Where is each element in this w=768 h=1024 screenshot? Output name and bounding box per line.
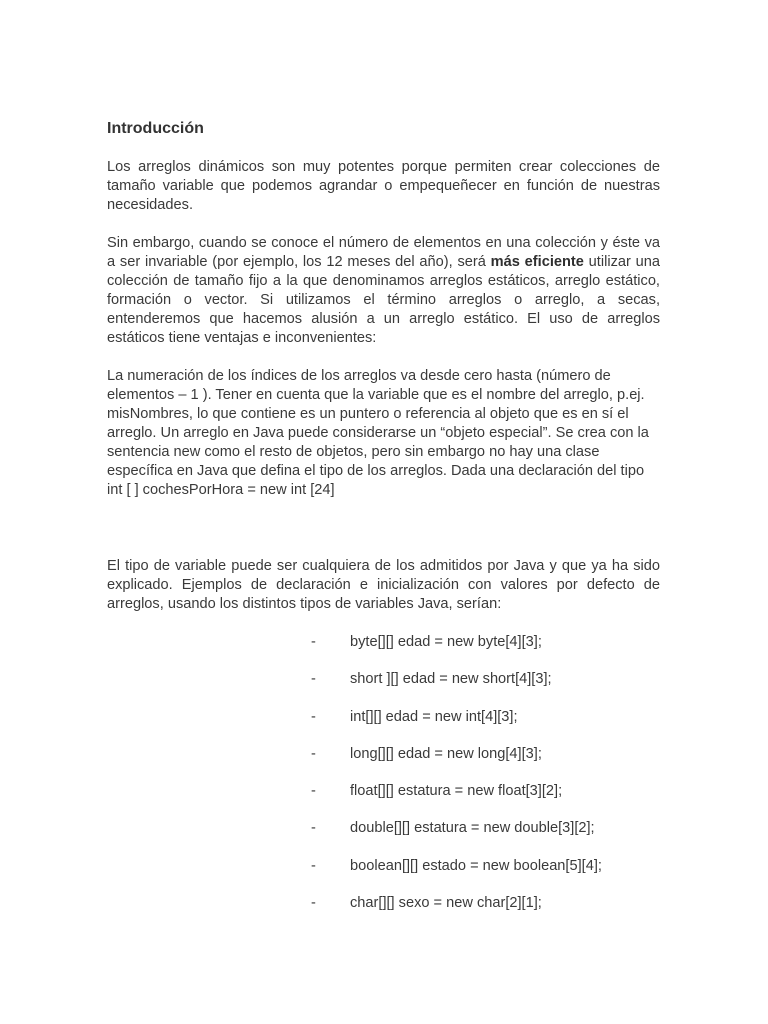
- paragraph-2-text-b: utilizar una colección de tamaño fijo a la que denominamos arreglos estáticos, arreglo estático, formación o vector. Si utilizamos el término arreglos o arreglo, a secas, entenderemos que hacemos alusión a un arreglo estático. El uso de arreglos estáticos tiene ventajas e inconvenientes:: [107, 254, 660, 346]
- declaration-list: [107, 633, 660, 913]
- list-bullet: -: [311, 783, 316, 800]
- declaration-text: byte[][] edad = new byte[4][3];: [350, 634, 542, 650]
- list-bullet: -: [311, 708, 316, 725]
- list-item: [107, 782, 660, 801]
- document-body: [107, 118, 660, 931]
- paragraph-3: La numeración de los índices de los arreglos va desde cero hasta (número de elementos – 1 ). Tener en cuenta que la variable que es el nombre del arreglo, p.ej. misNombres, lo que contiene es un puntero o referencia al objeto que es en sí el arreglo. Un arreglo en Java puede considerarse un “objeto especial”. Se crea con la sentencia new como el resto de objetos, pero sin embargo no hay una clase específica en Java que defina el tipo de los arreglos. Dada una declaración del tipo int [ ] cochesPorHora = new int [24]: [107, 368, 649, 498]
- paragraph-4: El tipo de variable puede ser cualquiera de los admitidos por Java y que ya ha sido explicado. Ejemplos de declaración e inicialización con valores por defecto de arreglos, usando los distintos tipos de variables Java, serían:: [107, 558, 660, 612]
- list-bullet: -: [311, 820, 316, 837]
- paragraph-1: Los arreglos dinámicos son muy potentes porque permiten crear colecciones de tamaño variable que podemos agrandar o empequeñecer en función de nuestras necesidades.: [107, 159, 660, 213]
- paragraph-2-text-a: Sin embargo, cuando se conoce el número de elementos en una colección y éste va a ser invariable (por ejemplo, los 12 meses del año), será: [107, 235, 660, 270]
- list-item: [107, 633, 660, 652]
- list-item: [107, 819, 660, 838]
- list-bullet: -: [311, 671, 316, 688]
- section-title: Introducción: [107, 120, 204, 137]
- paragraph-2-bold: más eficiente: [490, 254, 584, 270]
- paragraph-2: [107, 234, 660, 348]
- declaration-text: int[][] edad = new int[4][3];: [350, 708, 518, 725]
- declaration-text: char[][] sexo = new char[2][1];: [350, 895, 542, 912]
- declaration-text: boolean[][] estado = new boolean[5][4];: [350, 857, 602, 874]
- list-bullet: -: [311, 745, 316, 762]
- declaration-text: float[][] estatura = new float[3][2];: [350, 783, 563, 800]
- list-item: [107, 670, 660, 689]
- list-bullet: -: [311, 857, 316, 874]
- list-item: [107, 857, 660, 876]
- list-item: [107, 894, 660, 913]
- list-bullet: -: [311, 895, 316, 912]
- declaration-text: short ][] edad = new short[4][3];: [350, 671, 552, 688]
- list-bullet: -: [311, 634, 316, 650]
- declaration-text: long[][] edad = new long[4][3];: [350, 745, 542, 762]
- list-item: [107, 745, 660, 764]
- declaration-text: double[][] estatura = new double[3][2];: [350, 820, 595, 837]
- list-item: [107, 708, 660, 727]
